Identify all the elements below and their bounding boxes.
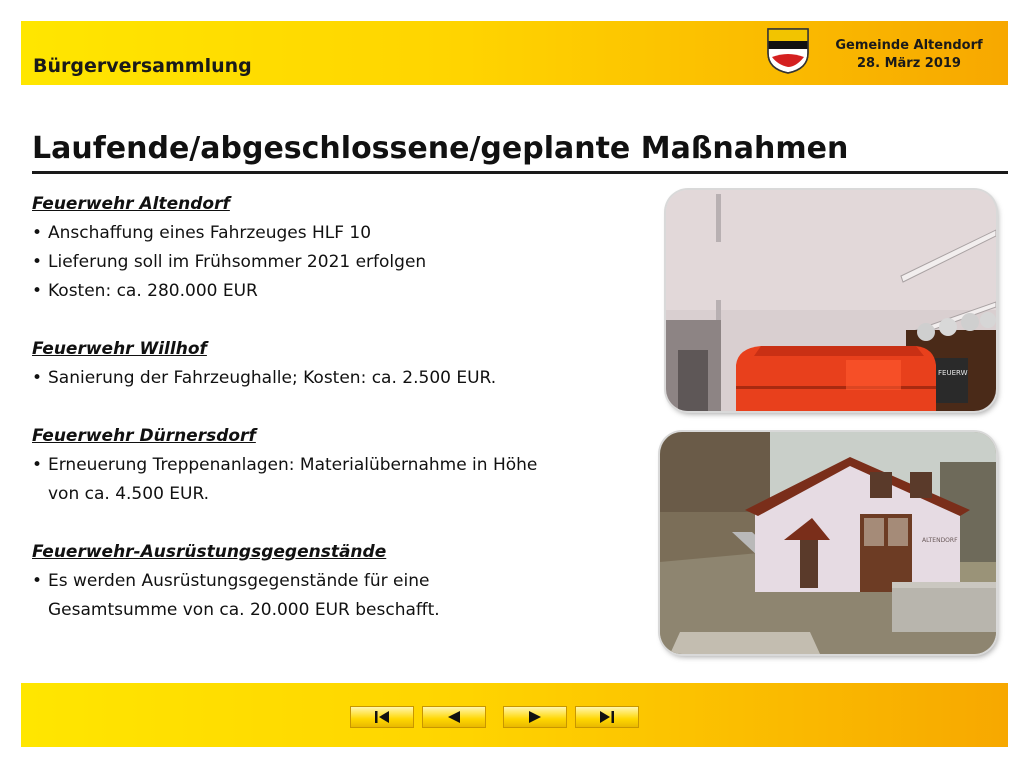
slide-title: Laufende/abgeschlossene/geplante Maßnahmen — [32, 131, 849, 166]
next-slide-button[interactable] — [503, 706, 567, 728]
header-band — [21, 21, 1008, 85]
bullet-continuation — [32, 596, 632, 625]
bullet-item: • Lieferung soll im Frühsommer 2021 erfolgen — [32, 248, 632, 277]
bullet-item: • Sanierung der Fahrzeughalle; Kosten: ca. 2.500 EUR. — [32, 364, 632, 393]
section-heading-willhof: Feuerwehr Willhof — [32, 339, 207, 359]
sign-text-bottom: ALTENDORF — [922, 537, 958, 544]
municipality-name: Gemeinde Altendorf — [835, 38, 983, 53]
bullet-continuation-text: von ca. 4.500 EUR. — [48, 484, 210, 504]
section-heading-equipment: Feuerwehr-Ausrüstungsgegenstände — [32, 542, 387, 562]
slide-content — [32, 190, 632, 625]
previous-slide-button[interactable] — [422, 706, 486, 728]
bullet-item: • Erneuerung Treppenanlagen: Materialübernahme in Höhe — [32, 451, 632, 480]
bullet-item: • Kosten: ca. 280.000 EUR — [32, 277, 632, 306]
skip-first-icon — [374, 710, 390, 724]
first-slide-button[interactable] — [350, 706, 414, 728]
bullet-continuation-text: Gesamtsumme von ca. 20.000 EUR beschafft. — [48, 600, 440, 620]
triangle-left-icon — [446, 710, 462, 724]
sign-text-top: FEUERW — [938, 369, 968, 377]
section-heading-duernersdorf: Feuerwehr Dürnersdorf — [32, 426, 256, 446]
photo-garage-interior — [666, 190, 996, 411]
photo-fire-station — [660, 432, 996, 654]
bullet-item: • Es werden Ausrüstungsgegenstände für eine — [32, 567, 632, 596]
title-divider — [32, 171, 1008, 174]
bullet-continuation — [32, 480, 632, 509]
skip-last-icon — [599, 710, 615, 724]
coat-of-arms-icon — [766, 27, 810, 75]
last-slide-button[interactable] — [575, 706, 639, 728]
municipality-info — [829, 37, 989, 73]
triangle-right-icon — [527, 710, 543, 724]
section-heading-altendorf: Feuerwehr Altendorf — [32, 194, 230, 214]
meeting-date: 28. März 2019 — [857, 56, 961, 71]
presentation-title: Bürgerversammlung — [33, 55, 252, 77]
bullet-item: • Anschaffung eines Fahrzeuges HLF 10 — [32, 219, 632, 248]
